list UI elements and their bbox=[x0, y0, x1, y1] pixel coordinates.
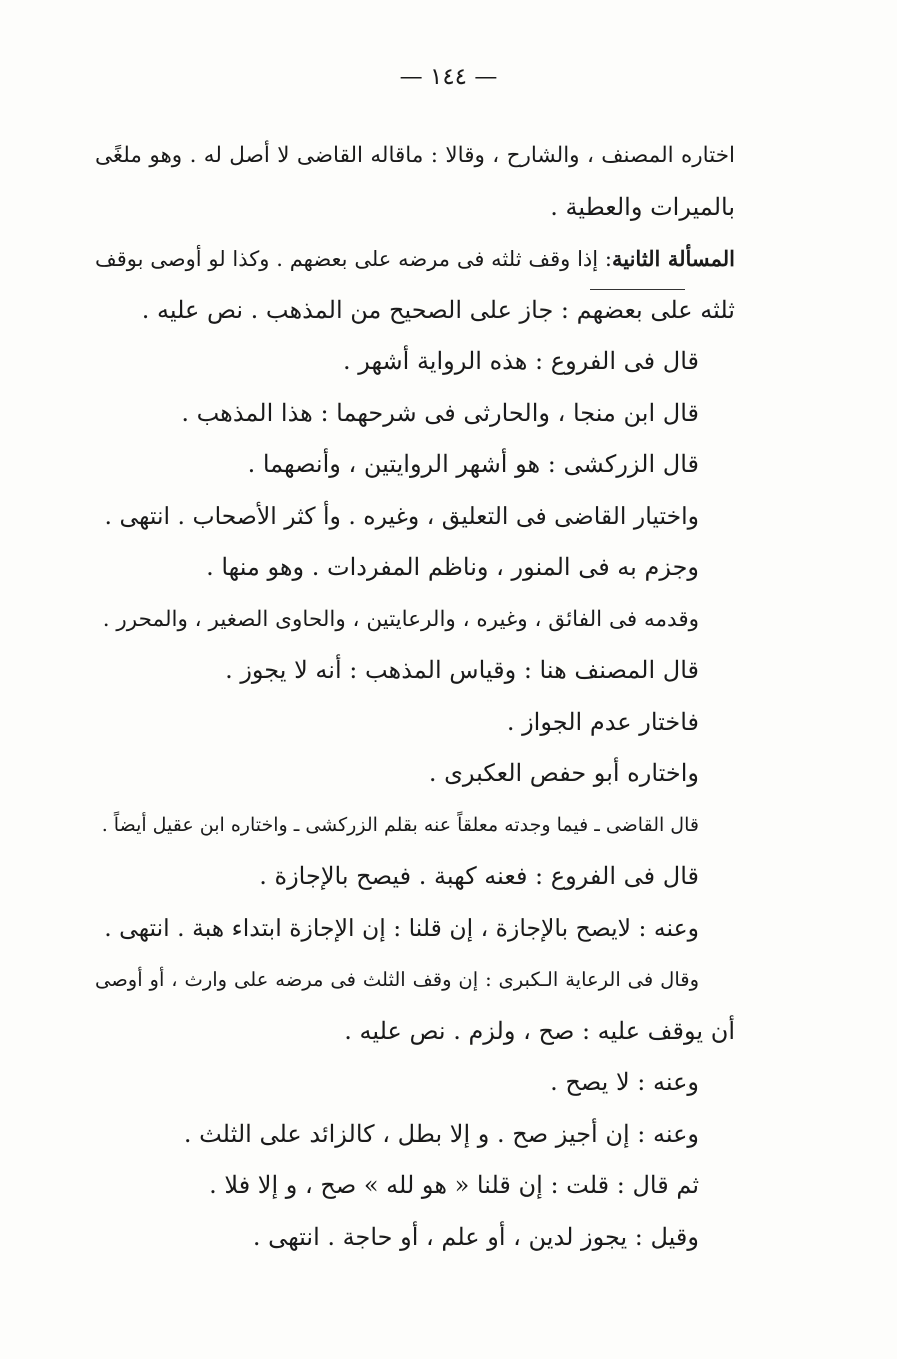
text-line bbox=[95, 1057, 735, 1109]
line-text: قال القاضى ـ فيما وجدته معلقاً عنه بقلم الزركشى ـ واختاره ابن عقيل أيضاً . bbox=[101, 813, 699, 836]
line-text: وعنه : لا يصح . bbox=[550, 1068, 699, 1096]
text-line bbox=[95, 1160, 735, 1212]
text-line bbox=[95, 800, 735, 852]
page-number: — ١٤٤ — bbox=[399, 64, 498, 90]
section-heading: المسألة الثانية bbox=[611, 246, 735, 271]
line-text: وجزم به فى المنور ، وناظم المفردات . وهو منها . bbox=[206, 553, 699, 581]
text-line bbox=[95, 954, 735, 1006]
text-line bbox=[95, 903, 735, 955]
line-text: قال الزركشى : هو أشهر الروايتين ، وأنصهما . bbox=[247, 450, 699, 478]
line-text: ثلثه على بعضهم : جاز على الصحيح من المذهب . نص عليه . bbox=[141, 295, 735, 324]
text-line bbox=[95, 594, 735, 646]
line-text: قال المصنف هنا : وقياس المذهب : أنه لا يجوز . bbox=[225, 656, 699, 684]
line-text: وعنه : لايصح بالإجازة ، إن قلنا : إن الإجازة ابتداء هبة . انتهى . bbox=[104, 913, 699, 942]
line-text: قال فى الفروع : هذه الرواية أشهر . bbox=[342, 347, 699, 375]
text-line bbox=[95, 1109, 735, 1161]
line-text: اختاره المصنف ، والشارح ، وقالا : ماقاله القاضى لا أصل له . وهو ملغًى bbox=[95, 143, 735, 168]
line-text: بالميرات والعطية . bbox=[550, 192, 735, 221]
line-text: واختيار القاضى فى التعليق ، وغيره . وأ كثر الأصحاب . انتهى . bbox=[104, 501, 699, 530]
text-line bbox=[95, 542, 735, 594]
text-line bbox=[95, 645, 735, 697]
line-text: فاختار عدم الجواز . bbox=[506, 707, 699, 736]
text-line bbox=[95, 491, 735, 543]
text-line bbox=[95, 697, 735, 749]
text-line bbox=[95, 285, 735, 337]
line-text: ثم قال : قلت : إن قلنا « هو لله » صح ، و إلا فلا . bbox=[209, 1171, 699, 1199]
line-text: وقيل : يجوز لدين ، أو علم ، أو حاجة . انتهى . bbox=[252, 1222, 699, 1251]
text-line bbox=[95, 182, 735, 234]
text-line bbox=[95, 748, 735, 800]
text-line bbox=[95, 1006, 735, 1058]
line-text: وعنه : إن أجيز صح . و إلا بطل ، كالزائد على الثلث . bbox=[183, 1119, 699, 1148]
line-text: قال فى الفروع : فعنه كهبة . فيصح بالإجازة . bbox=[259, 862, 699, 890]
line-text: وقدمه فى الفائق ، وغيره ، والرعايتين ، والحاوى الصغير ، والمحرر . bbox=[102, 606, 699, 632]
text-line bbox=[95, 1212, 735, 1264]
text-line bbox=[95, 851, 735, 903]
line-text: واختاره أبو حفص العكبرى . bbox=[428, 759, 699, 787]
text-line bbox=[95, 130, 735, 182]
text-line bbox=[95, 388, 735, 440]
line-text: قال ابن منجا ، والحارثى فى شرحهما : هذا المذهب . bbox=[181, 398, 699, 427]
line-text: : إذا وقف ثلثه فى مرضه على بعضهم . وكذا لو أوصى بوقف bbox=[95, 247, 612, 271]
line-text: أن يوقف عليه : صح ، ولزم . نص عليه . bbox=[344, 1016, 735, 1045]
text-line bbox=[95, 233, 735, 285]
text-line bbox=[95, 439, 735, 491]
text-line bbox=[95, 336, 735, 388]
text-body bbox=[95, 130, 735, 1263]
line-text: وقال فى الرعاية الـكبرى : إن وقف الثلث فى مرضه على وارث ، أو أوصى bbox=[95, 968, 699, 991]
